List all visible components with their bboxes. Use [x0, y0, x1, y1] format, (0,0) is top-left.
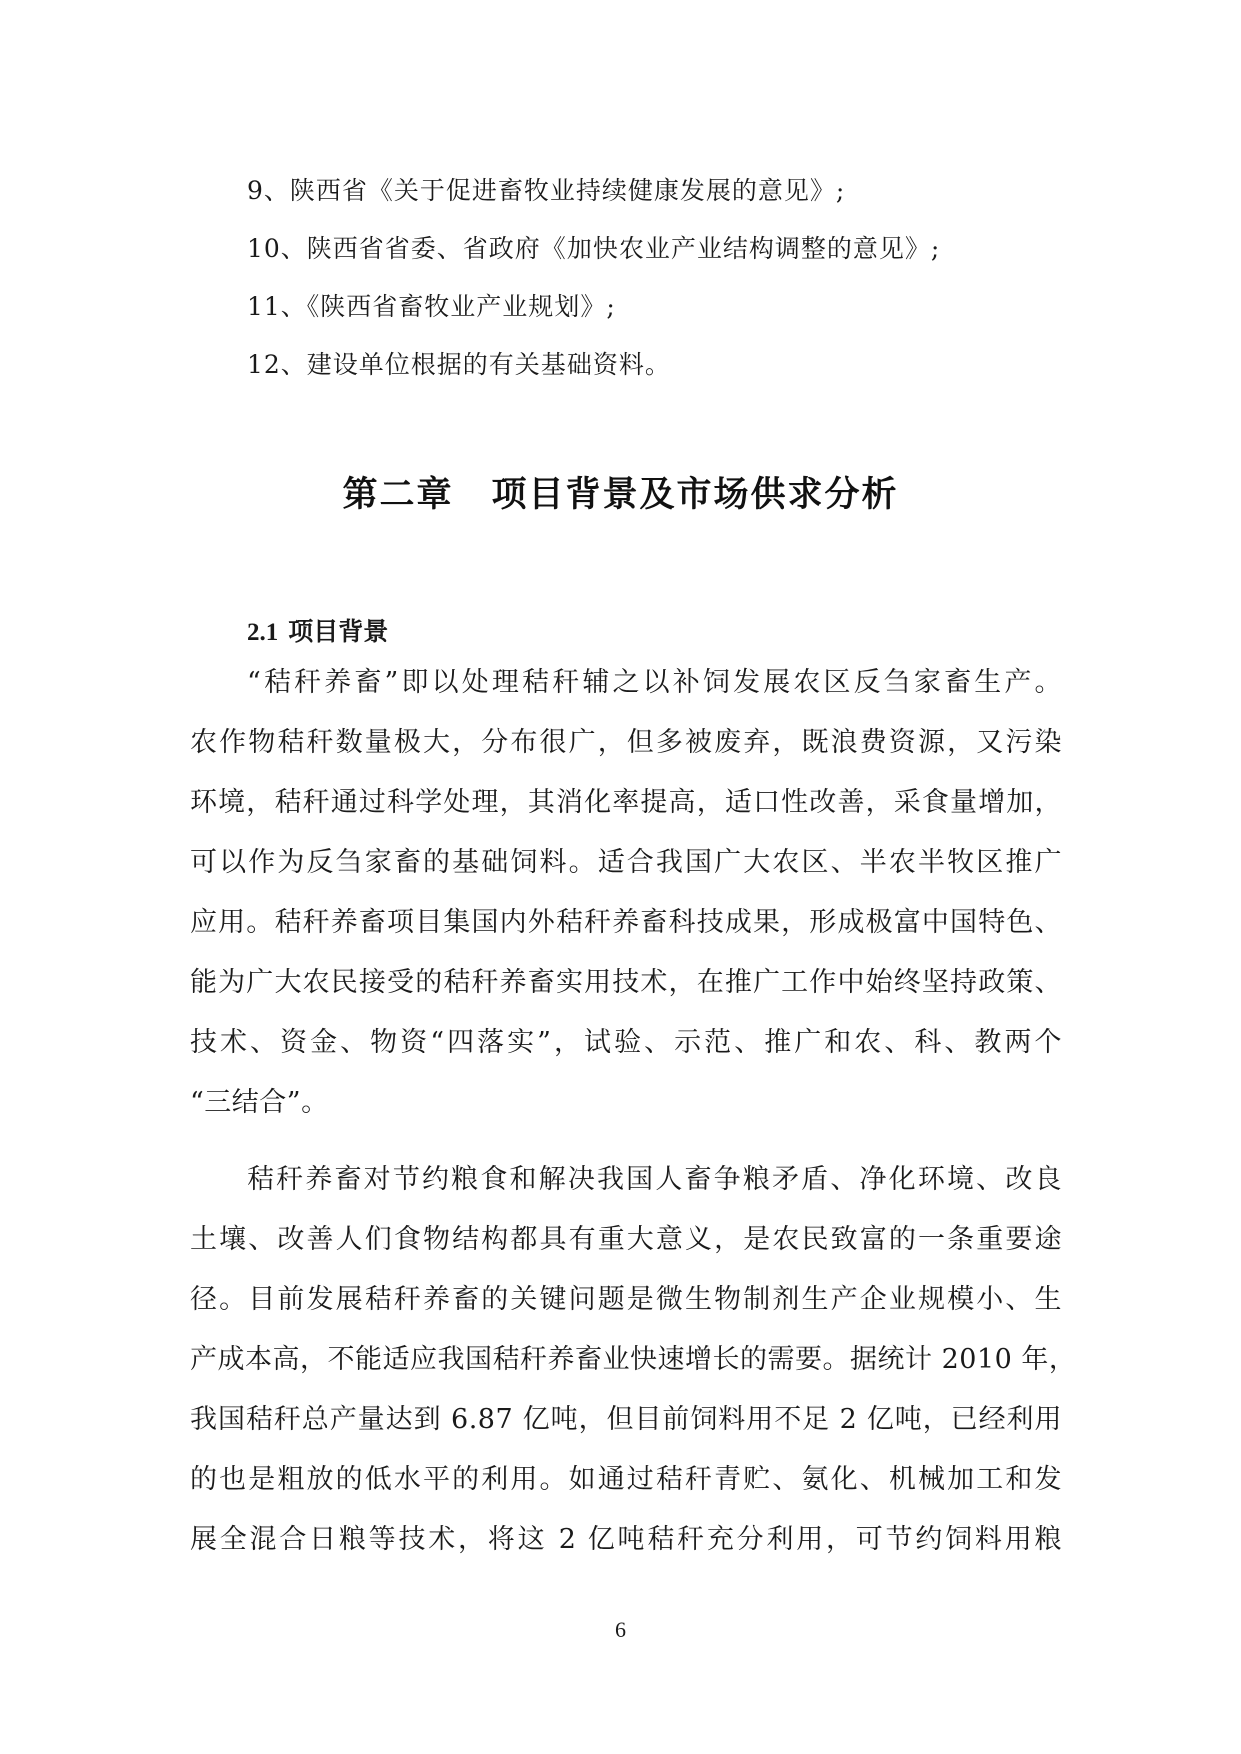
chapter-number: 第二章	[342, 475, 454, 515]
paragraph-line: 秸秆养畜对节约粮食和解决我国人畜争粮矛盾、净化环境、改良	[247, 1164, 1062, 1195]
reference-list	[247, 162, 940, 394]
paragraph-line: 环境，秸秆通过科学处理，其消化率提高，适口性改善，采食量增加，	[190, 787, 1062, 818]
reference-item: 11、《陕西省畜牧业产业规划》;	[247, 292, 616, 321]
paragraph-line: 产成本高，不能适应我国秸秆养畜业快速增长的需要。据统计 2010 年，	[190, 1344, 1077, 1375]
section-heading	[247, 612, 388, 653]
paragraph-line: 能为广大农民接受的秸秆养畜实用技术，在推广工作中始终坚持政策、	[190, 967, 1062, 998]
paragraph-line: 展全混合日粮等技术，将这 2 亿吨秸秆充分利用，可节约饲料用粮	[190, 1524, 1062, 1555]
paragraph-line: 的也是粗放的低水平的利用。如通过秸秆青贮、氨化、机械加工和发	[190, 1464, 1062, 1495]
section-title: 项目背景	[288, 617, 389, 646]
paragraph-line: 径。目前发展秸秆养畜的关键问题是微生物制剂生产企业规模小、生	[190, 1284, 1062, 1315]
paragraph-line: 农作物秸秆数量极大，分布很广，但多被废弃，既浪费资源，又污染	[190, 727, 1062, 758]
paragraph-line: 应用。秸秆养畜项目集国内外秸秆养畜科技成果，形成极富中国特色、	[190, 907, 1062, 938]
paragraph-line: “秸秆养畜”即以处理秸秆辅之以补饲发展农区反刍家畜生产。	[247, 667, 1062, 698]
reference-item: 9、陕西省《关于促进畜牧业持续健康发展的意见》;	[247, 176, 846, 205]
paragraph-line: 我国秸秆总产量达到 6.87 亿吨，但目前饲料用不足 2 亿吨，已经利用	[190, 1404, 1062, 1435]
page-number: 6	[615, 1617, 626, 1642]
chapter-title	[0, 470, 1241, 520]
paragraph-line: 可以作为反刍家畜的基础饲料。适合我国广大农区、半农半牧区推广	[190, 847, 1062, 878]
reference-item: 10、陕西省省委、省政府《加快农业产业结构调整的意见》;	[247, 234, 941, 263]
reference-item: 12、建设单位根据的有关基础资料。	[247, 350, 671, 379]
paragraph-line: “三结合”。	[190, 1087, 329, 1118]
chapter-name: 项目背景及市场供求分析	[491, 475, 899, 515]
section-number: 2.1	[247, 619, 279, 646]
paragraph-line: 技术、资金、物资“四落实”，试验、示范、推广和农、科、教两个	[190, 1027, 1062, 1058]
paragraph-line: 土壤、改善人们食物结构都具有重大意义，是农民致富的一条重要途	[190, 1224, 1062, 1255]
